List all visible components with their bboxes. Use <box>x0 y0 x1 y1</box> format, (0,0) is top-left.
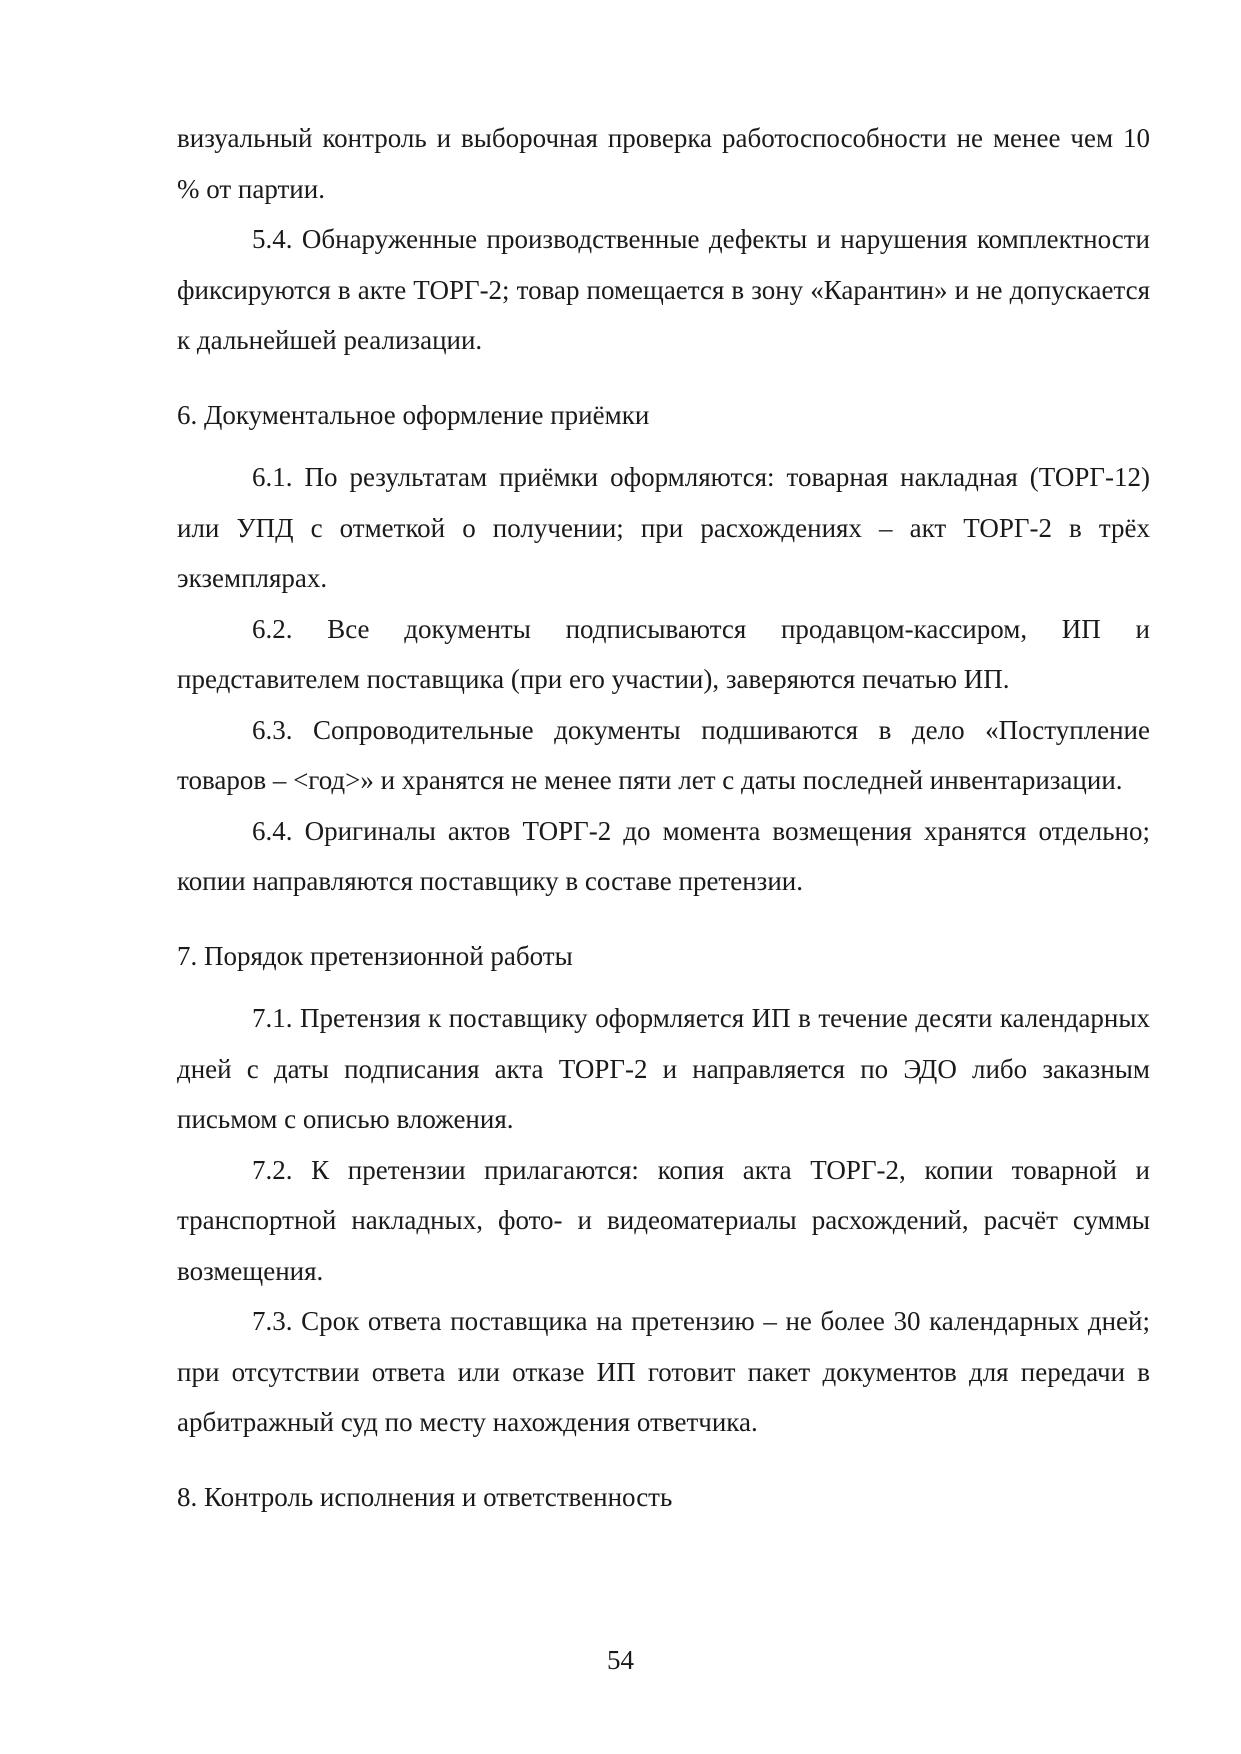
clause-6-3: 6.3. Сопроводительные документы подшиваются в дело «Поступление товаров – <год>» и хранятся не менее пяти лет с даты последней инвентаризации. <box>177 714 1150 795</box>
section-heading-7: 7. Порядок претензионной работы <box>177 940 573 971</box>
page-body <box>177 113 1150 1522</box>
clause-7-3: 7.3. Срок ответа поставщика на претензию – не более 30 календарных дней; при отсутствии ответа или отказе ИП готовит пакет документов для передачи в арбитражный суд по месту нахождения ответчика. <box>177 1306 1150 1437</box>
clause-7-2: 7.2. К претензии прилагаются: копия акта ТОРГ-2, копии товарной и транспортной накладных, фото- и видеоматериалы расхождений, расчёт суммы возмещения. <box>177 1154 1150 1286</box>
clause-6-1: 6.1. По результатам приёмки оформляются: товарная накладная (ТОРГ-12) или УПД с отметкой о получении; при расхождениях – акт ТОРГ-2 в трёх экземплярах. <box>177 462 1150 593</box>
continued-paragraph: визуальный контроль и выборочная проверка работоспособности не менее чем 10 % от партии. <box>177 123 1150 204</box>
page-number: 54 <box>607 1645 634 1675</box>
section-heading-6: 6. Документальное оформление приёмки <box>177 399 650 430</box>
clause-5-4: 5.4. Обнаруженные производственные дефекты и нарушения комплектности фиксируются в акте ТОРГ-2; товар помещается в зону «Карантин» и не допускается к дальнейшей реализации. <box>177 224 1150 355</box>
clause-6-4: 6.4. Оригиналы актов ТОРГ-2 до момента возмещения хранятся отдельно; копии направляются поставщику в составе претензии. <box>177 815 1150 896</box>
clause-7-1: 7.1. Претензия к поставщику оформляется ИП в течение десяти календарных дней с даты подписания акта ТОРГ-2 и направляется по ЭДО либо заказным письмом с описью вложения. <box>177 1003 1150 1134</box>
clause-6-2: 6.2. Все документы подписываются продавцом-кассиром, ИП и представителем поставщика (при его участии), заверяются печатью ИП. <box>177 613 1150 694</box>
section-heading-8: 8. Контроль исполнения и ответственность <box>177 1481 673 1512</box>
